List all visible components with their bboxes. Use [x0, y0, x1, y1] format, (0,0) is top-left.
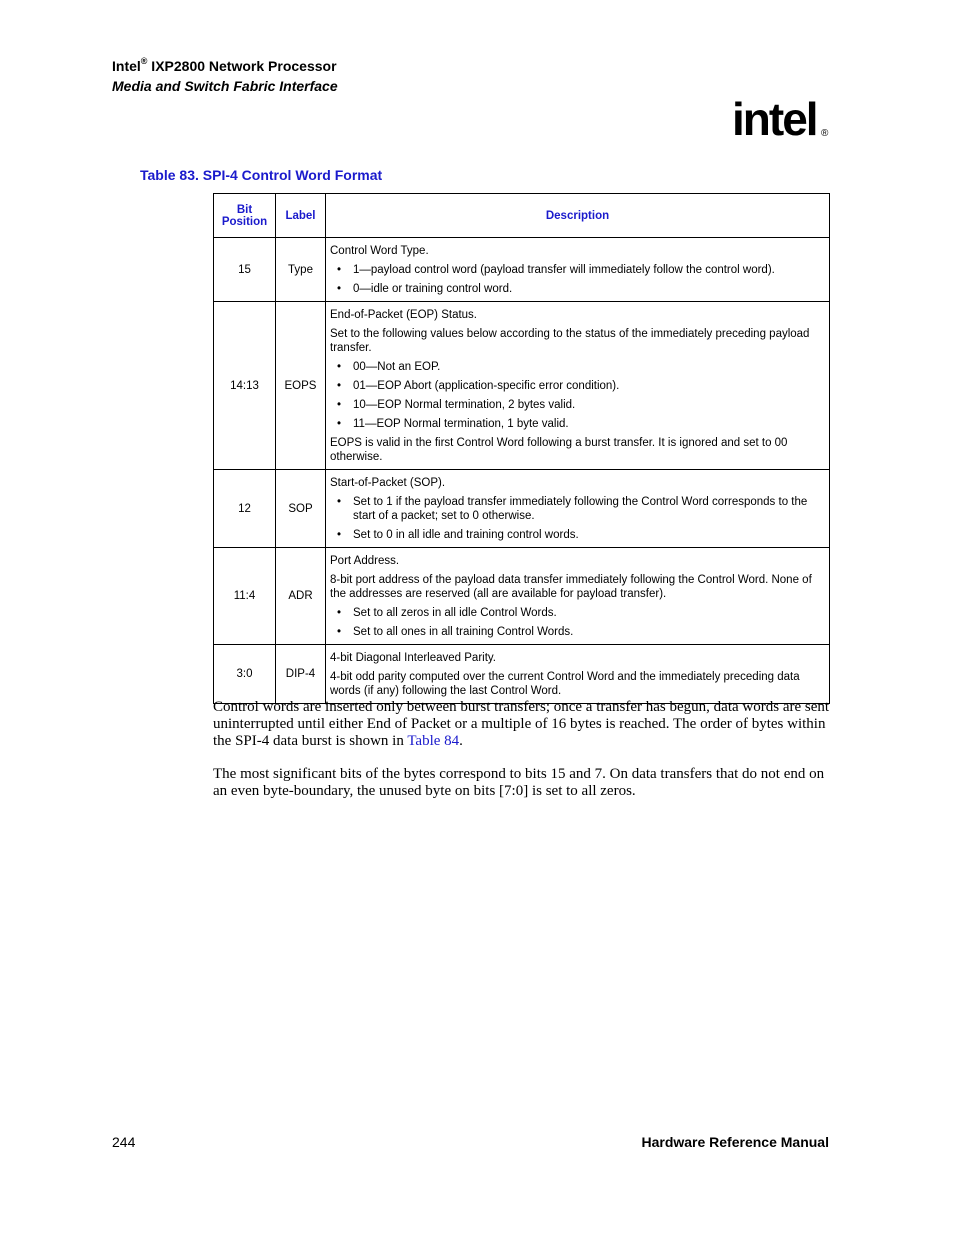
- header-bit-position: Bit Position: [214, 194, 276, 238]
- description-text: Control Word Type.: [330, 245, 429, 257]
- body-paragraph: The most significant bits of the bytes correspond to bits 15 and 7. On data transfers that do not end on an even byte-boundary, the unused byte on bits [7:0] is set to all zeros.: [213, 766, 825, 799]
- bit-position-cell: 15: [214, 238, 276, 302]
- bullet-item: • Set to all zeros in all idle Control Words.: [330, 606, 825, 620]
- bit-position-cell: 11:4: [214, 548, 276, 645]
- label-cell: EOPS: [276, 302, 326, 470]
- description-cell: [326, 645, 830, 704]
- document-title: Intel® IXP2800 Network Processor: [112, 56, 337, 74]
- label-cell: DIP-4: [276, 645, 326, 704]
- bullet-list: [330, 495, 825, 542]
- label-cell: Type: [276, 238, 326, 302]
- bullet-list: [330, 263, 825, 296]
- bullet-item: • Set to 1 if the payload transfer immediately following the Control Word corresponds to the start of a packet; set to 0 otherwise.: [330, 495, 825, 523]
- description-cell: [326, 302, 830, 470]
- body-paragraph: Control words are inserted only between burst transfers; once a transfer has begun, data words are sent uninterrupted until either End of Packet or a multiple of 16 bytes is reached. The order of bytes within the SPI-4 data burst is shown in Table 84.: [213, 699, 830, 749]
- table-row: [214, 645, 830, 704]
- bullet-list: [330, 360, 825, 431]
- description-text: Port Address.: [330, 555, 400, 567]
- description-text: 8-bit port address of the payload data transfer immediately following the Control Word. None of the addresses are reserved (all are available for payload transfer).: [330, 574, 812, 600]
- table-header-row: [214, 194, 830, 238]
- description-text: EOPS is valid in the first Control Word following a burst transfer. It is ignored and set to 00 otherwise.: [330, 437, 788, 463]
- description-text: Start-of-Packet (SOP).: [330, 477, 446, 489]
- intel-logo: [730, 90, 835, 150]
- bit-position-cell: 14:13: [214, 302, 276, 470]
- logo-text: intel: [732, 93, 817, 145]
- description-text: End-of-Packet (EOP) Status.: [330, 309, 478, 321]
- bullet-list: [330, 606, 825, 639]
- bullet-item: • 10—EOP Normal termination, 2 bytes valid.: [330, 398, 825, 412]
- bullet-item: • 01—EOP Abort (application-specific error condition).: [330, 379, 825, 393]
- document-subtitle: Media and Switch Fabric Interface: [112, 78, 338, 94]
- manual-title: Hardware Reference Manual: [641, 1134, 829, 1150]
- control-word-table: [213, 193, 830, 704]
- bullet-item: • 11—EOP Normal termination, 1 byte valid.: [330, 417, 825, 431]
- header-description: Description: [326, 194, 830, 238]
- table-caption: Table 83. SPI-4 Control Word Format: [140, 167, 383, 183]
- description-cell: [326, 470, 830, 548]
- description-text: 4-bit odd parity computed over the current Control Word and the immediately preceding data words (if any) following the last Control Word.: [330, 671, 800, 697]
- bullet-item: • 1—payload control word (payload transfer will immediately follow the control word).: [330, 263, 825, 277]
- page-number: 244: [112, 1134, 136, 1150]
- description-text: Set to the following values below according to the status of the immediately preceding payload transfer.: [330, 328, 810, 354]
- description-text: 4-bit Diagonal Interleaved Parity.: [330, 652, 496, 664]
- header-label: Label: [276, 194, 326, 238]
- description-cell: [326, 238, 830, 302]
- bit-position-cell: 12: [214, 470, 276, 548]
- table-84-link[interactable]: Table 84: [407, 733, 460, 749]
- table-row: [214, 548, 830, 645]
- description-cell: [326, 548, 830, 645]
- bullet-item: • 0—idle or training control word.: [330, 282, 825, 296]
- label-cell: ADR: [276, 548, 326, 645]
- table-row: [214, 238, 830, 302]
- label-cell: SOP: [276, 470, 326, 548]
- bit-position-cell: 3:0: [214, 645, 276, 704]
- table-row: [214, 470, 830, 548]
- bullet-item: • Set to 0 in all idle and training control words.: [330, 528, 825, 542]
- bullet-item: • Set to all ones in all training Control Words.: [330, 625, 825, 639]
- table-row: [214, 302, 830, 470]
- logo-registered: ®: [821, 128, 829, 139]
- bullet-item: • 00—Not an EOP.: [330, 360, 825, 374]
